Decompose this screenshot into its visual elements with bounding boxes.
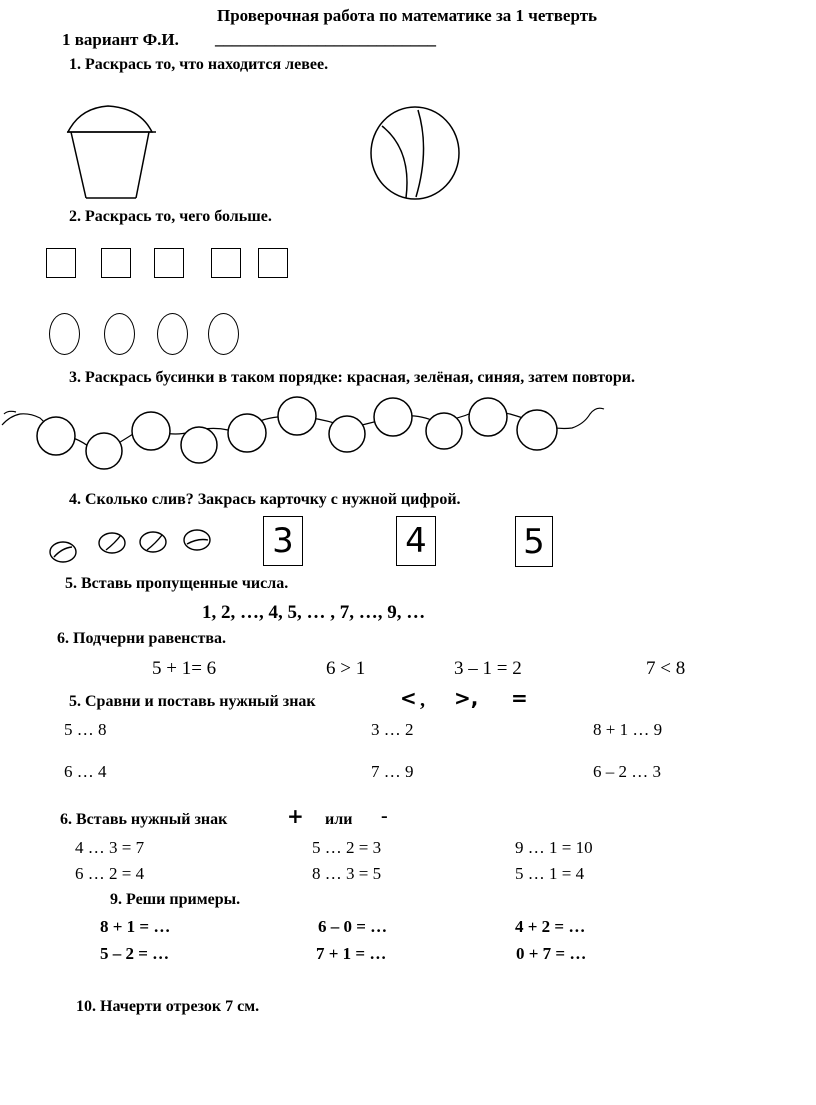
task2-text: 2. Раскрась то, чего больше.	[69, 208, 272, 225]
task9-text: 9. Реши примеры.	[110, 891, 241, 908]
comma-separator: ,	[420, 689, 425, 711]
equality-item[interactable]: 5 + 1= 6	[152, 658, 217, 679]
name-field[interactable]: __________________________	[215, 29, 436, 48]
example-item[interactable]: 5 – 2 = …	[100, 944, 170, 963]
example-item[interactable]: 7 + 1 = …	[316, 944, 387, 963]
compare-item[interactable]: 7 … 9	[371, 762, 414, 781]
plus-sign: +	[287, 804, 304, 828]
sign-item[interactable]: 8 … 3 = 5	[312, 864, 382, 883]
sign-item[interactable]: 4 … 3 = 7	[75, 838, 145, 857]
example-item[interactable]: 6 – 0 = …	[318, 917, 388, 936]
plum-icon	[184, 530, 210, 550]
equality-item[interactable]: 7 < 8	[646, 658, 686, 679]
example-item[interactable]: 0 + 7 = …	[516, 944, 587, 963]
task6-text: 6. Подчерни равенства.	[57, 630, 226, 647]
compare-item[interactable]: 6 – 2 … 3	[593, 762, 661, 781]
sign-item[interactable]: 9 … 1 = 10	[515, 838, 593, 857]
sign-item[interactable]: 5 … 1 = 4	[515, 864, 585, 883]
task10-text: 10. Начерти отрезок 7 см.	[76, 998, 260, 1015]
compare-item[interactable]: 5 … 8	[64, 720, 107, 739]
equality-item[interactable]: 3 – 1 = 2	[454, 658, 522, 679]
equality-item[interactable]: 6 > 1	[326, 658, 366, 679]
less-sign: <	[400, 686, 417, 710]
number-sequence: 1, 2, …, 4, 5, … , 7, …, 9, …	[202, 602, 426, 623]
page-title: Проверочная работа по математике за 1 четверть	[217, 6, 598, 25]
task4-text: 4. Сколько слив? Закрась карточку с нужной цифрой.	[69, 491, 461, 508]
example-item[interactable]: 4 + 2 = …	[515, 917, 586, 936]
number-card-4[interactable]: 4	[396, 516, 436, 566]
minus-sign: -	[381, 805, 388, 827]
compare-item[interactable]: 6 … 4	[64, 762, 107, 781]
variant-label: 1 вариант Ф.И.	[62, 30, 179, 49]
task3-text: 3. Раскрась бусинки в таком порядке: красная, зелёная, синяя, затем повтори.	[69, 369, 635, 386]
task5-text: 5. Вставь пропущенные числа.	[65, 575, 289, 592]
or-label: или	[325, 811, 353, 828]
greater-sign: >,	[454, 686, 479, 710]
compare-item[interactable]: 3 … 2	[371, 720, 414, 739]
plum-icon	[50, 542, 76, 562]
plum-icon	[99, 533, 125, 553]
compare-item[interactable]: 8 + 1 … 9	[593, 720, 663, 739]
number-card-5[interactable]: 5	[515, 516, 553, 567]
task1-text: 1. Раскрась то, что находится левее.	[69, 56, 329, 73]
task8-text: 6. Вставь нужный знак	[60, 811, 228, 828]
plum-icon	[140, 532, 166, 552]
sign-item[interactable]: 6 … 2 = 4	[75, 864, 145, 883]
number-card-3[interactable]: 3	[263, 516, 303, 566]
equal-sign: =	[511, 686, 528, 710]
task7-text: 5. Сравни и поставь нужный знак	[69, 693, 316, 710]
sign-item[interactable]: 5 … 2 = 3	[312, 838, 382, 857]
example-item[interactable]: 8 + 1 = …	[100, 917, 171, 936]
